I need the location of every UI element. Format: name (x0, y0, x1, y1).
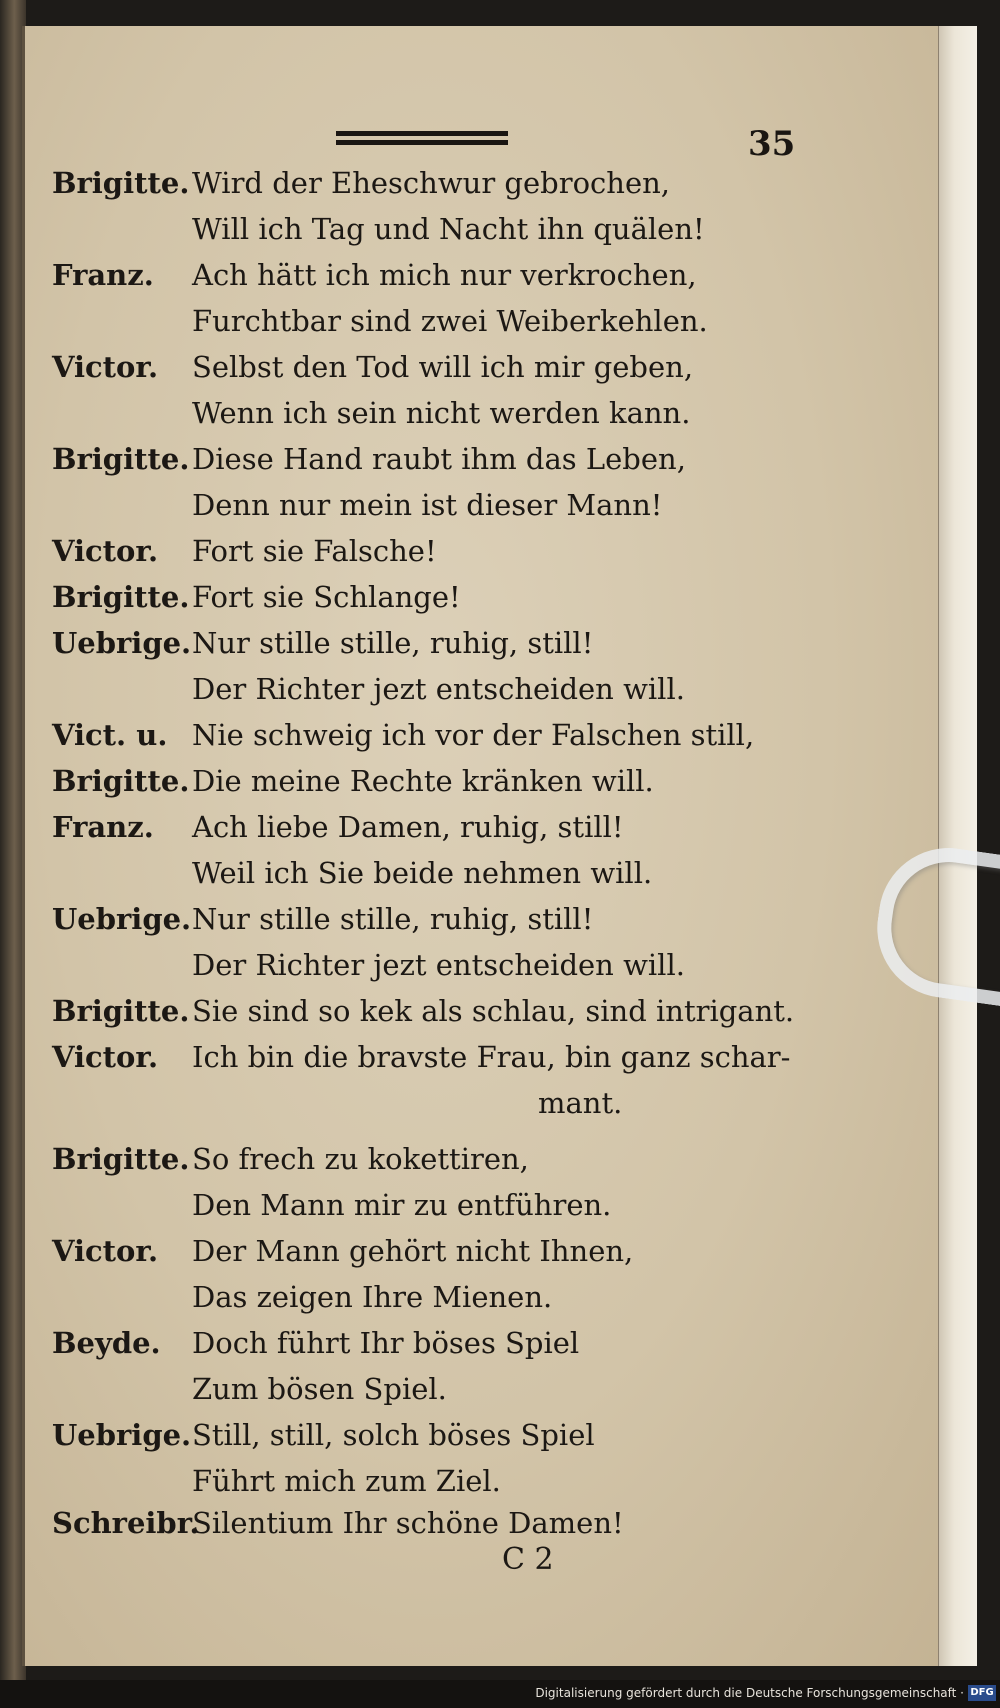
speaker-name: Victor. (52, 1040, 159, 1074)
speaker-name: Beyde. (52, 1326, 161, 1360)
speaker-name: Brigitte. (52, 580, 190, 614)
speaker-name: Victor. (52, 1234, 159, 1268)
verse-text: Das zeigen Ihre Mienen. (192, 1280, 553, 1314)
verse-text: Zum bösen Spiel. (192, 1372, 447, 1406)
verse-text: Die meine Rechte kränken will. (192, 764, 654, 798)
dfg-logo: DFG (968, 1685, 996, 1701)
speaker-name: Brigitte. (52, 764, 190, 798)
footer-bar (0, 1680, 1000, 1708)
speaker-name: Schreibr. (52, 1506, 200, 1540)
verse-text: Diese Hand raubt ihm das Leben, (192, 442, 686, 476)
verse-text: Furchtbar sind zwei Weiberkehlen. (192, 304, 708, 338)
speaker-name: Vict. u. (52, 718, 168, 752)
verse-text: Silentium Ihr schöne Damen! (192, 1506, 624, 1540)
speaker-name: Brigitte. (52, 994, 190, 1028)
speaker-name: Uebrige. (52, 626, 192, 660)
speaker-name: Uebrige. (52, 902, 192, 936)
speaker-name: Brigitte. (52, 442, 190, 476)
verse-text: Wird der Eheschwur gebrochen, (192, 166, 671, 200)
verse-text: Ach hätt ich mich nur verkrochen, (192, 258, 697, 292)
speaker-name: Franz. (52, 810, 154, 844)
speaker-name: Brigitte. (52, 166, 190, 200)
speaker-name: Brigitte. (52, 1142, 190, 1176)
verse-text: Nur stille stille, ruhig, still! (192, 902, 594, 936)
verse-text: Ach liebe Damen, ruhig, still! (192, 810, 624, 844)
verse-text: Der Richter jezt entscheiden will. (192, 948, 685, 982)
verse-text: Selbst den Tod will ich mir geben, (192, 350, 694, 384)
page-edge (938, 26, 977, 1666)
verse-text: Ich bin die bravste Frau, bin ganz schar- (192, 1040, 791, 1074)
verse-text: Nur stille stille, ruhig, still! (192, 626, 594, 660)
verse-text: Der Mann gehört nicht Ihnen, (192, 1234, 634, 1268)
verse-text: Nie schweig ich vor der Falschen still, (192, 718, 755, 752)
verse-text: Fort sie Falsche! (192, 534, 437, 568)
verse-text: mant. (538, 1086, 623, 1120)
verse-text: Weil ich Sie beide nehmen will. (192, 856, 653, 890)
speaker-name: Franz. (52, 258, 154, 292)
verse-text: Fort sie Schlange! (192, 580, 461, 614)
verse-text: Den Mann mir zu entführen. (192, 1188, 612, 1222)
verse-text: Denn nur mein ist dieser Mann! (192, 488, 663, 522)
verse-text: Sie sind so kek als schlau, sind intrigant. (192, 994, 795, 1028)
verse-text: Führt mich zum Ziel. (192, 1464, 501, 1498)
verse-text: So frech zu kokettiren, (192, 1142, 529, 1176)
speaker-name: Victor. (52, 350, 159, 384)
verse-text: Still, still, solch böses Spiel (192, 1418, 595, 1452)
speaker-name: Uebrige. (52, 1418, 192, 1452)
verse-text: Der Richter jezt entscheiden will. (192, 672, 685, 706)
verse-text: Doch führt Ihr böses Spiel (192, 1326, 580, 1360)
speaker-name: Victor. (52, 534, 159, 568)
page-number: 35 (748, 124, 796, 164)
verse-text: Wenn ich sein nicht werden kann. (192, 396, 691, 430)
signature-mark: C 2 (502, 1542, 554, 1577)
header-rule (336, 131, 508, 145)
verse-text: Will ich Tag und Nacht ihn quälen! (192, 212, 705, 246)
footer-credit: Digitalisierung gefördert durch die Deutsche Forschungsgemeinschaft · (535, 1686, 964, 1700)
